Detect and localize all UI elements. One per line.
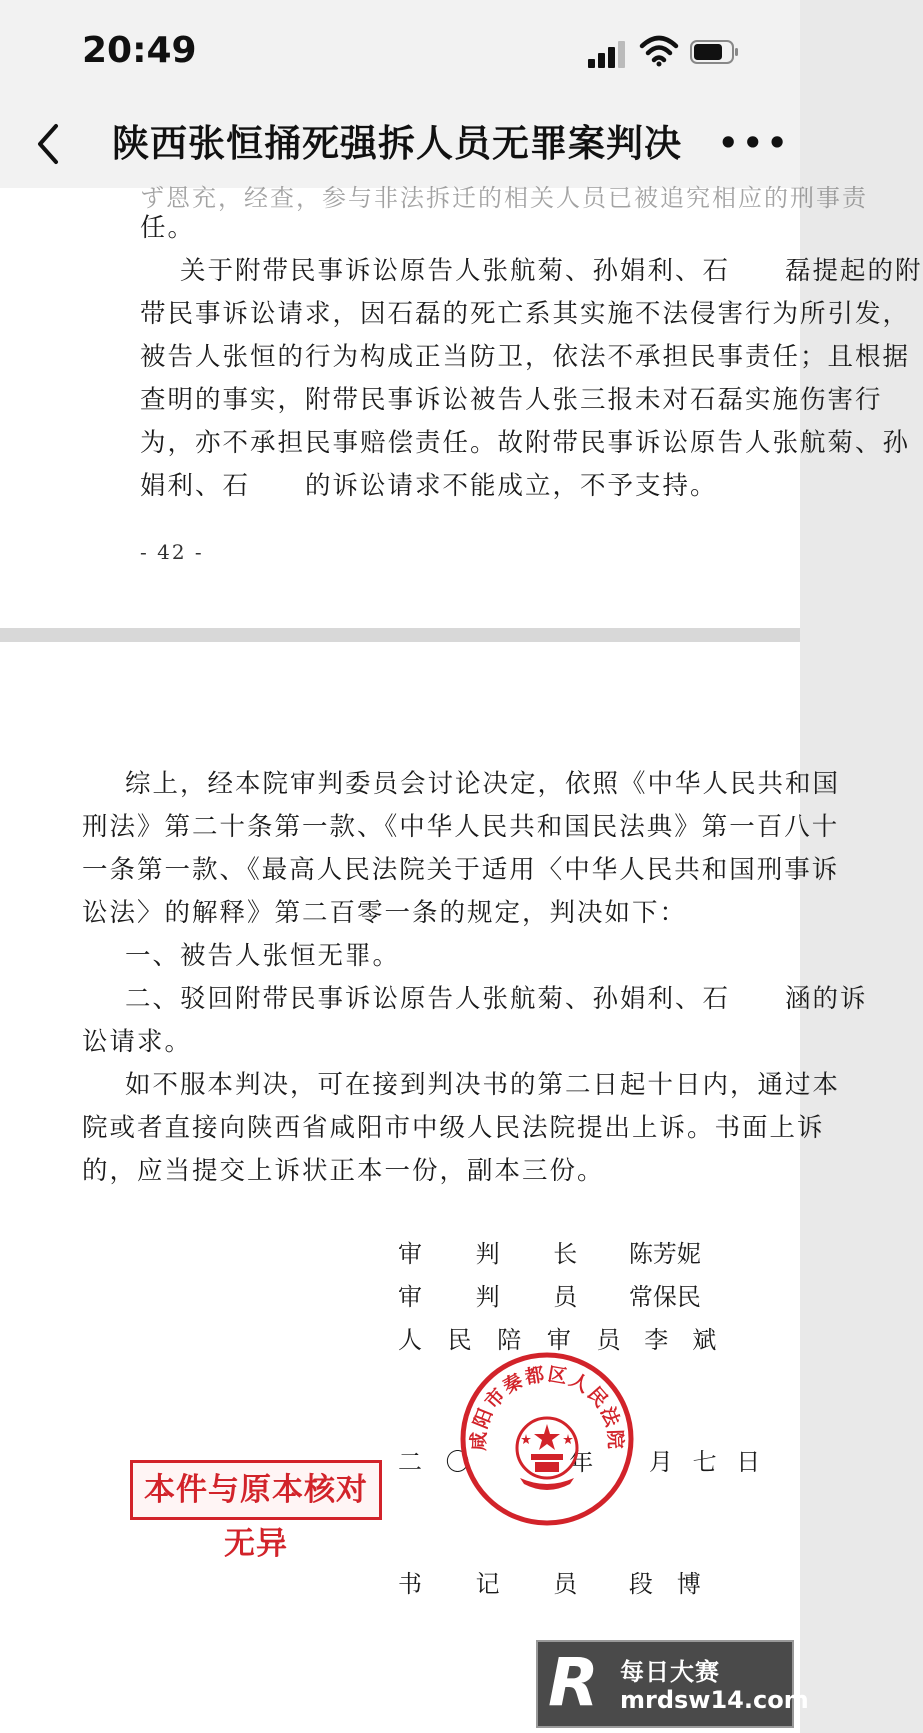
svg-text:咸阳市秦都区人民法院: 咸阳市秦都区人民法院	[467, 1363, 627, 1452]
signature-clerk: 书 记 员 段 博	[398, 1564, 719, 1599]
doc-line: 查明的事实，附带民事诉讼被告人张三报未对石磊实施伤害行	[140, 385, 883, 415]
doc-line: 关于附带民事诉讼原告人张航菊、孙娟利、石 磊提起的附	[180, 256, 923, 286]
doc-line: 带民事诉讼请求，因石磊的死亡系其实施不法侵害行为所引发，	[140, 299, 911, 329]
doc-line: 讼请求。	[82, 1027, 193, 1057]
nav-bar	[0, 100, 800, 188]
doc-line: 综上，经本院审判委员会讨论决定，依照《中华人民共和国	[125, 769, 841, 799]
assessor-name: 李 斌	[644, 1326, 717, 1354]
page-divider	[0, 628, 800, 642]
judge-name: 陈芳妮	[628, 1240, 701, 1268]
doc-line: 为，亦不承担民事赔偿责任。故附带民事诉讼原告人张航菊、孙	[140, 428, 911, 458]
doc-line: 如不服本判决，可在接到判决书的第二日起十日内，通过本	[125, 1070, 841, 1100]
clerk-name: 段 博	[628, 1570, 701, 1598]
signal-icon	[588, 40, 628, 68]
doc-line: 被告人张恒的行为构成正当防卫，依法不承担民事责任；且根据	[140, 342, 911, 372]
doc-line: 刑法》第二十条第一款、《中华人民共和国民法典》第一百八十	[82, 812, 840, 842]
battery-icon	[690, 40, 740, 64]
doc-line: 一、被告人张恒无罪。	[125, 941, 401, 971]
judge-name: 常保民	[628, 1283, 701, 1311]
partial-cut-line: ず恩充，经查，参与非法拆迁的相关人员已被追究相应的刑事责	[140, 184, 868, 212]
signature-judge: 审 判 员 常保民	[398, 1277, 719, 1312]
doc-line: 一条第一款、《最高人民法院关于适用〈中华人民共和国刑事诉	[82, 855, 840, 885]
watermark-name: 每日大赛	[620, 1658, 720, 1686]
court-seal-icon	[458, 1350, 636, 1528]
doc-line: 讼法〉的解释》第二百零一条的规定，判决如下：	[82, 898, 688, 928]
doc-line: 的，应当提交上诉状正本一份，副本三份。	[82, 1156, 605, 1186]
document-page-42	[0, 184, 923, 628]
judgment-date: 二 〇 年 月 七 日	[398, 1448, 761, 1476]
page-title: 陕西张恒捅死强拆人员无罪案判决	[112, 122, 682, 165]
doc-line: 任。	[140, 213, 196, 243]
signature-people-assessor: 人 民 陪 审 员 李 斌	[398, 1320, 734, 1355]
watermark-url: mrdsw14.com	[620, 1686, 809, 1714]
more-options-icon[interactable]: •••	[718, 124, 792, 162]
watermark-logo-icon: R	[548, 1644, 599, 1721]
signature-presiding-judge: 审 判 长 陈芳妮	[398, 1234, 719, 1269]
back-arrow-icon[interactable]	[30, 120, 70, 168]
wifi-icon	[640, 34, 678, 68]
document-page-43	[0, 642, 868, 1733]
doc-line: 院或者直接向陕西省咸阳市中级人民法院提出上诉。书面上诉	[82, 1113, 825, 1143]
page-number: - 42 -	[140, 540, 204, 564]
site-watermark	[536, 1640, 809, 1728]
doc-line: 娟利、石 的诉讼请求不能成立，不予支持。	[140, 471, 718, 501]
doc-line: 二、驳回附带民事诉讼原告人张航菊、孙娟利、石 涵的诉	[125, 984, 868, 1014]
status-bar	[0, 0, 800, 100]
verification-stamp: 本件与原本核对无异	[130, 1460, 382, 1520]
status-time: 20:49	[82, 30, 197, 71]
